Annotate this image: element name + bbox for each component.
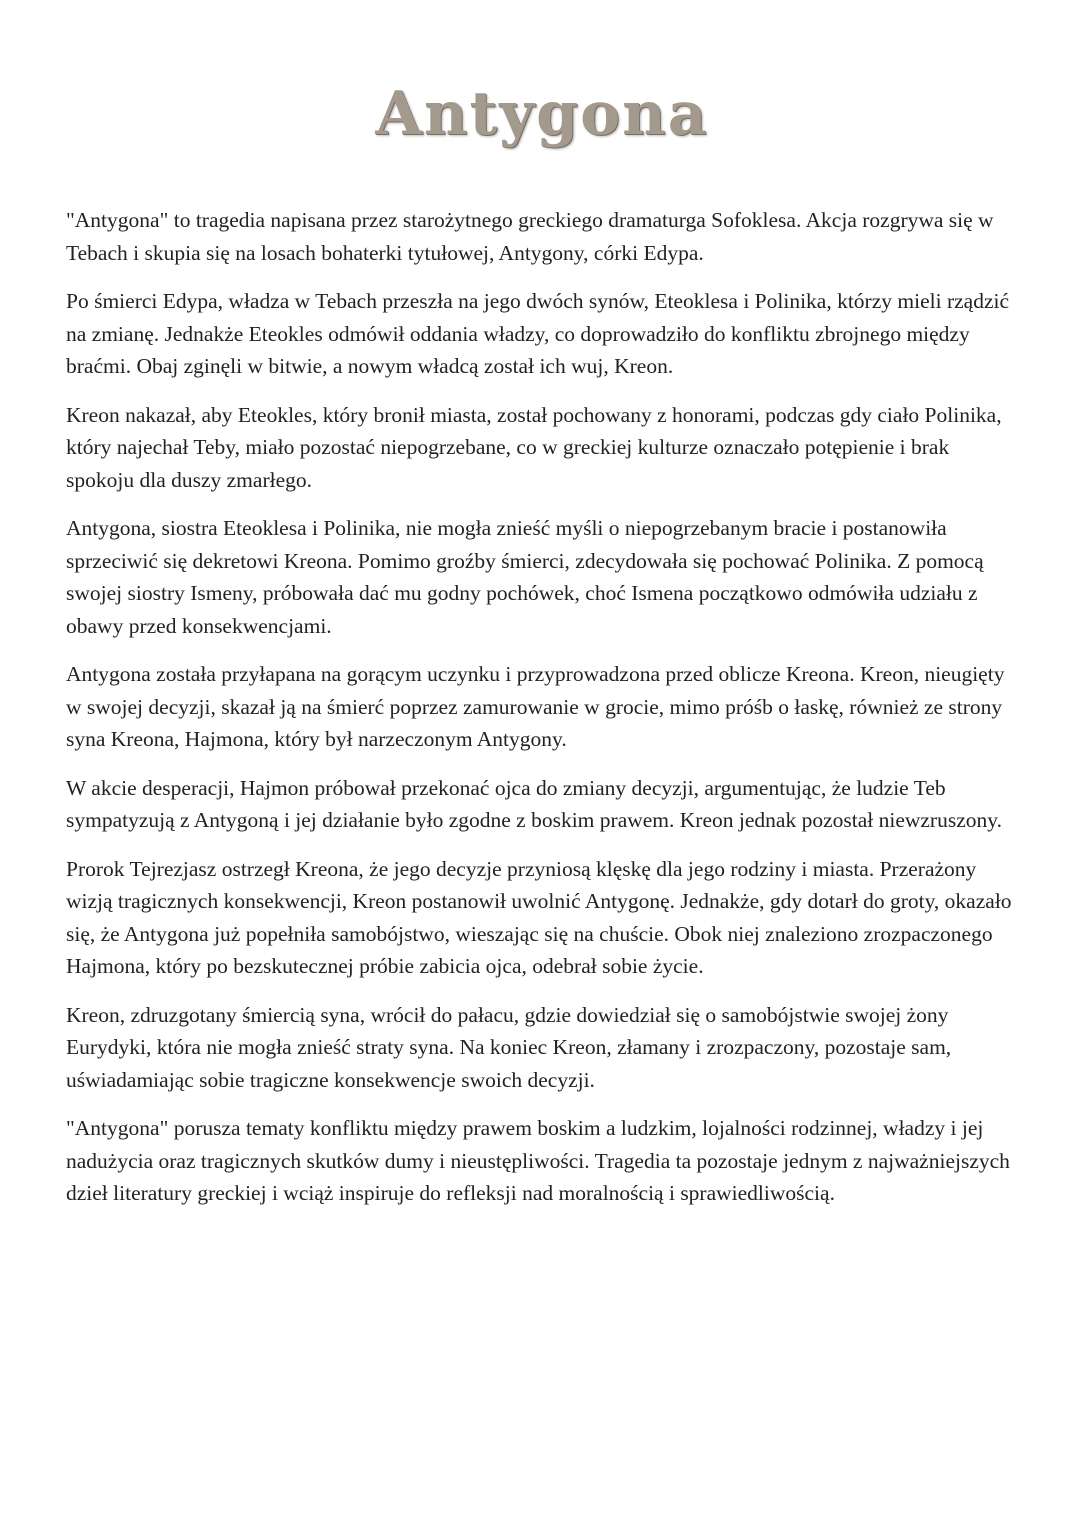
document-body [66,204,1018,1210]
paragraph-sentence: Antygona została przyłapana na gorącym uczynku i przyprowadzona przed oblicze Kreona. Kreon, nieugięty w swojej decyzji, skazał ją na śmierć poprzez zamurowanie w grocie, mimo próśb o łaskę, również ze strony syna Kreona, Hajmona, który był narzeczonym Antygony. [66,662,1005,751]
paragraph-ending: Kreon, zdruzgotany śmiercią syna, wrócił do pałacu, gdzie dowiedział się o samobójstwie swojej żony Eurydyki, która nie mogła znieść straty syna. Na koniec Kreon, złamany i zrozpaczony, pozostaje sam, uświadamiając sobie tragiczne konsekwencje swoich decyzji. [66,1002,952,1092]
paragraph-themes: "Antygona" porusza tematy konfliktu między prawem boskim a ludzkim, lojalności rodzinnej, władzy i jej nadużycia oraz tragicznych skutków dumy i nieustępliwości. Tragedia ta pozostaje jednym z najważniejszych dzieł literatury greckiej i wciąż inspiruje do refleksji nad moralnością i sprawiedliwością. [66,1116,1010,1205]
document-title: Antygona [375,79,709,149]
paragraph-succession: Po śmierci Edypa, władza w Tebach przeszła na jego dwóch synów, Eteoklesa i Polinika, którzy mieli rządzić na zmianę. Jednakże Eteokles odmówił oddania władzy, co doprowadziło do konfliktu zbrojnego między braćmi. Obaj zginęli w bitwie, a nowym władcą został ich wuj, Kreon. [66,289,1009,378]
paragraph-prophecy: Prorok Tejrezjasz ostrzegł Kreona, że jego decyzje przyniosą klęskę dla jego rodziny i miasta. Przerażony wizją tragicznych konsekwencji, Kreon postanowił uwolnić Antygonę. Jednakże, gdy dotarł do groty, okazało się, że Antygona już popełniła samobójstwo, wieszając się na chuście. Obok niej znaleziono zrozpaczonego Hajmona, który po bezskutecznej próbie zabicia ojca, odebrał sobie życie. [66,856,1012,978]
paragraph-intro: "Antygona" to tragedia napisana przez starożytnego greckiego dramaturga Sofoklesa. Akcja rozgrywa się w Tebach i skupia się na losach bohaterki tytułowej, Antygony, córki Edypa. [66,208,994,265]
paragraph-defiance: Antygona, siostra Eteoklesa i Polinika, nie mogła znieść myśli o niepogrzebanym bracie i postanowiła sprzeciwić się dekretowi Kreona. Pomimo groźby śmierci, zdecydowała się pochować Polinika. Z pomocą swojej siostry Ismeny, próbowała dać mu godny pochówek, choć Ismena początkowo odmówiła udziału z obawy przed konsekwencjami. [66,516,984,638]
paragraph-decree: Kreon nakazał, aby Eteokles, który bronił miasta, został pochowany z honorami, podczas gdy ciało Polinika, który najechał Teby, miało pozostać niepogrzebane, co w greckiej kulturze oznaczało potępienie i brak spokoju dla duszy zmarłego. [66,402,1002,492]
paragraph-hajmon: W akcie desperacji, Hajmon próbował przekonać ojca do zmiany decyzji, argumentując, że ludzie Teb sympatyzują z Antygoną i jej działanie było zgodne z boskim prawem. Kreon jednak pozostał niewzruszony. [66,775,1002,832]
